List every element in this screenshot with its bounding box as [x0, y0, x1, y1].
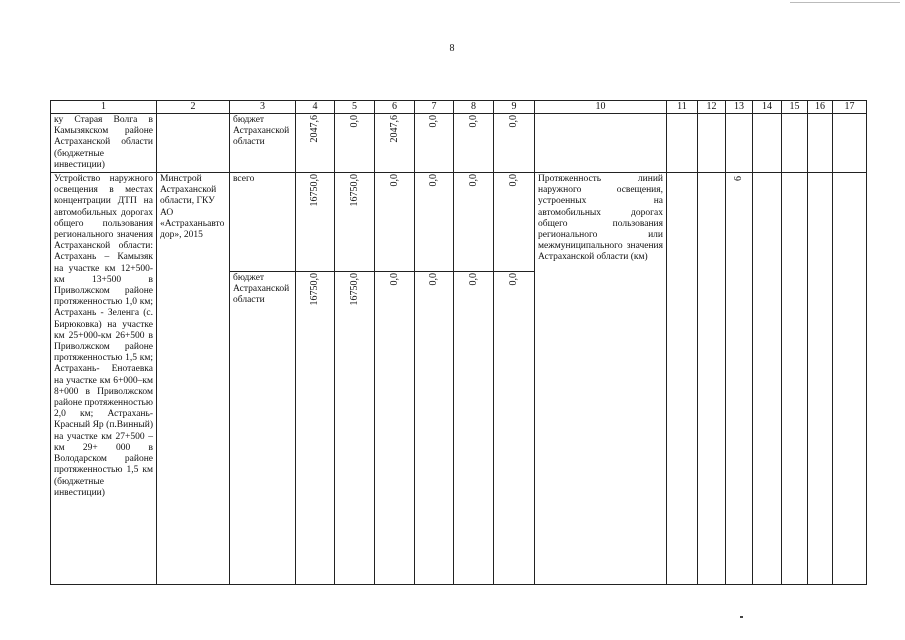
- funding-source-cell: бюджет Астраханской области: [230, 272, 296, 585]
- empty-cell: [667, 173, 698, 585]
- col-header-10: 10: [535, 101, 667, 114]
- indicator-cell: [535, 114, 667, 173]
- col-header-14: 14: [753, 101, 782, 114]
- col-header-12: 12: [698, 101, 726, 114]
- value-cell: [415, 114, 454, 173]
- executor-cell: [157, 114, 230, 173]
- value-cell: [335, 173, 375, 272]
- table-row: [51, 173, 867, 272]
- value-cell: [335, 272, 375, 585]
- budget-table: [50, 100, 867, 585]
- value-cell: [296, 272, 335, 585]
- empty-cell: [698, 114, 726, 173]
- value-cell: [454, 272, 494, 585]
- funding-source-cell: всего: [230, 173, 296, 272]
- col-header-9: 9: [494, 101, 535, 114]
- value-text: 0,0: [467, 273, 479, 286]
- col-header-5: 5: [335, 101, 375, 114]
- executor-cell: Минстрой Астраханской области, ГКУ АО «Астраханьавтодор», 2015: [157, 173, 230, 585]
- col-header-2: 2: [157, 101, 230, 114]
- value-text: 0,0: [467, 115, 479, 128]
- value-cell: [494, 272, 535, 585]
- value-text: 16750,0: [348, 273, 360, 306]
- value-cell: [375, 173, 415, 272]
- value-text: 0,0: [467, 174, 479, 187]
- value-cell: [415, 173, 454, 272]
- value-text: 16750,0: [348, 174, 360, 207]
- funding-source-cell: бюджет Астраханской области: [230, 114, 296, 173]
- value-text: 0,0: [428, 115, 440, 128]
- empty-cell: [698, 173, 726, 585]
- activity-cell: ку Старая Волга в Камызякском районе Астраханской области (бюджетные инвестиции): [51, 114, 157, 173]
- empty-cell: [726, 114, 753, 173]
- value-text: 0,0: [508, 174, 520, 187]
- empty-cell: [782, 173, 808, 585]
- col-header-13: 13: [726, 101, 753, 114]
- col-header-7: 7: [415, 101, 454, 114]
- value-cell: [296, 173, 335, 272]
- col-header-4: 4: [296, 101, 335, 114]
- column-number-row: [51, 101, 867, 114]
- empty-cell: [808, 114, 833, 173]
- empty-cell: [667, 114, 698, 173]
- value-cell: [454, 173, 494, 272]
- value-cell: [415, 272, 454, 585]
- col-header-1: 1: [51, 101, 157, 114]
- value-text: 16750,0: [309, 174, 321, 207]
- value-text: 2047,6: [388, 115, 400, 143]
- activity-cell: Устройство наружного освещения в местах концентрации ДТП на автомобильных дорогах общего пользования регионального значения Астраханской области: Астрахань – Камызяк на участке км 12+500-км 13+500 в Приволжском районе протяженностью 1,0 км; Астрахань - Зеленга (с. Бирюковка) на участке км 25+000-км 26+500 в Приволжском районе протяженностью 1,5 км; Астрахань- Енотаевка на участке км 6+000–км 8+000 в Приволжском районе протяженностью 2,0 км; Астрахань-Красный Яр (п.Винный) на участке км 27+500 – км 29+ 000 в Володарском районе протяженностью 1,5 км (бюджетные инвестиции): [51, 173, 157, 585]
- col-header-11: 11: [667, 101, 698, 114]
- col-header-8: 8: [454, 101, 494, 114]
- value-text: 0,0: [348, 115, 360, 128]
- table-row: [51, 114, 867, 173]
- col-header-17: 17: [833, 101, 867, 114]
- empty-cell: [782, 114, 808, 173]
- value-text: 2047,6: [309, 115, 321, 143]
- value-text: 0,0: [428, 174, 440, 187]
- value-cell: [494, 114, 535, 173]
- indicator-value-cell: [726, 173, 753, 585]
- empty-cell: [833, 114, 867, 173]
- empty-cell: [833, 173, 867, 585]
- value-text: 16750,0: [309, 273, 321, 306]
- value-text: 0,0: [508, 273, 520, 286]
- col-header-15: 15: [782, 101, 808, 114]
- value-text: 0,0: [428, 273, 440, 286]
- empty-cell: [753, 173, 782, 585]
- value-cell: [296, 114, 335, 173]
- col-header-6: 6: [375, 101, 415, 114]
- page-number: 8: [449, 43, 455, 54]
- value-text: 0,0: [508, 115, 520, 128]
- value-cell: [375, 272, 415, 585]
- empty-cell: [753, 114, 782, 173]
- scan-dot: [740, 616, 743, 618]
- empty-cell: [808, 173, 833, 585]
- col-header-16: 16: [808, 101, 833, 114]
- value-cell: [375, 114, 415, 173]
- value-text: 0,0: [388, 273, 400, 286]
- value-cell: [454, 114, 494, 173]
- indicator-value: 6: [733, 176, 745, 182]
- indicator-cell: Протяженность линий наружного освещения, устроенных на автомобильных дорогах общего пользования регионального или межмуниципального значения Астраханской области (км): [535, 173, 667, 585]
- value-text: 0,0: [388, 174, 400, 187]
- value-cell: [335, 114, 375, 173]
- value-cell: [494, 173, 535, 272]
- scan-mark-line: [790, 2, 900, 3]
- col-header-3: 3: [230, 101, 296, 114]
